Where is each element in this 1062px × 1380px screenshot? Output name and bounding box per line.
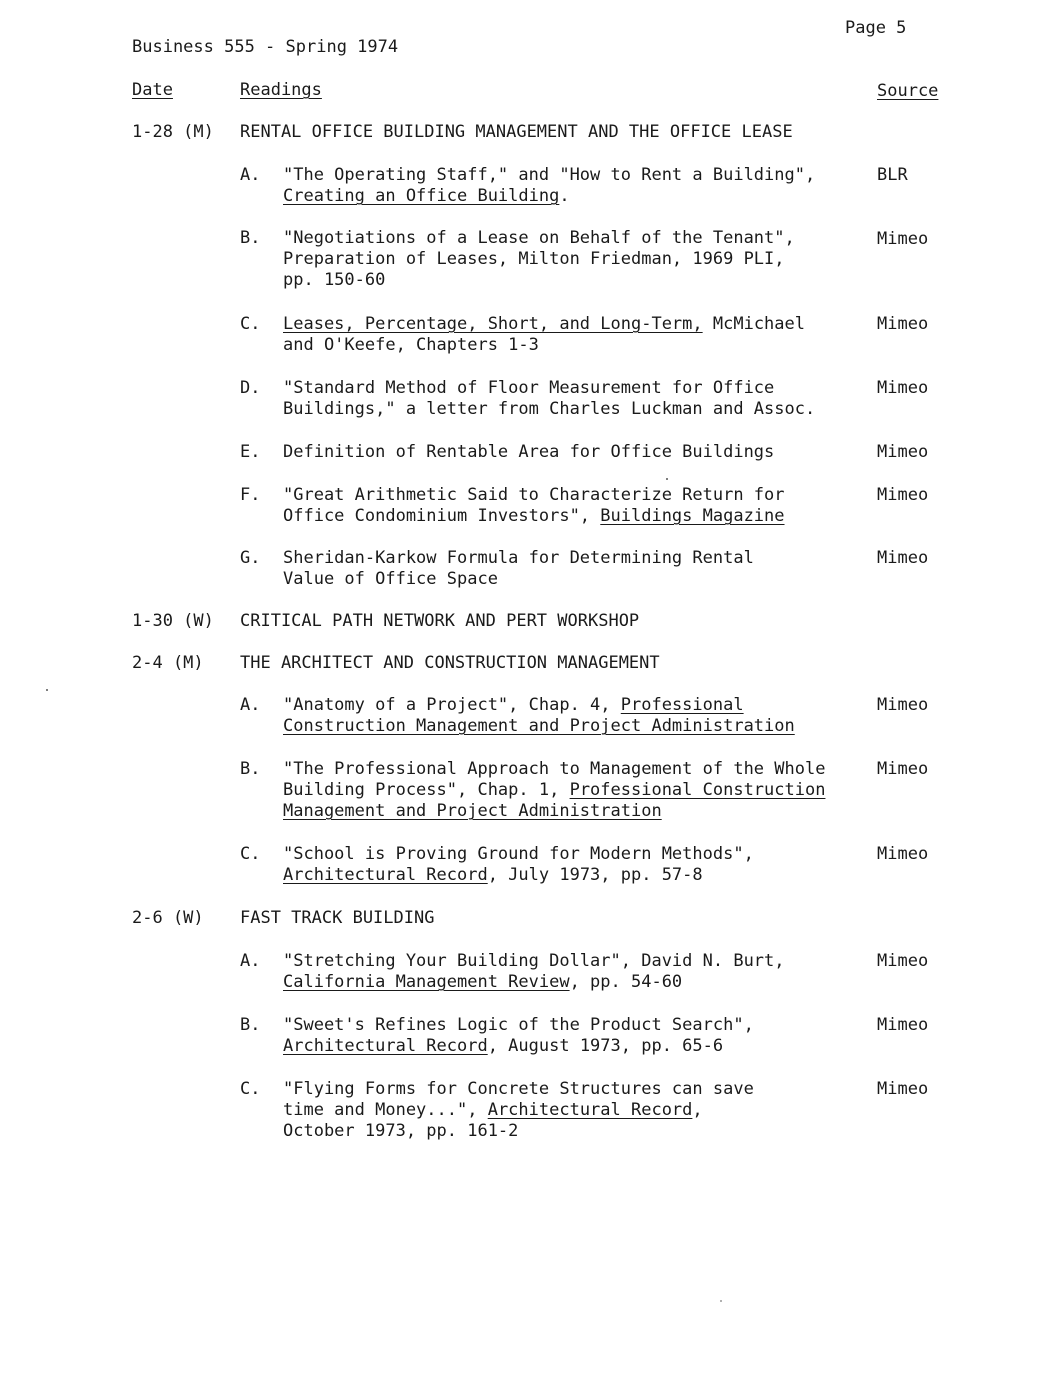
item-letter: E. [240, 442, 261, 462]
session-title: RENTAL OFFICE BUILDING MANAGEMENT AND THE OFFICE LEASE [240, 122, 793, 142]
reading-line [283, 1100, 754, 1121]
reading-line: "Flying Forms for Concrete Structures can save [283, 1079, 754, 1099]
reading-source: Mimeo [877, 229, 929, 249]
reading-entry [283, 165, 815, 207]
column-header-date: Date [132, 80, 173, 100]
reading-source: Mimeo [877, 759, 929, 779]
column-header-source: Source [877, 81, 939, 101]
reading-title: Professional Construction [569, 780, 826, 800]
reading-line: pp. 150-60 [283, 270, 386, 290]
reading-line [283, 314, 805, 335]
reading-entry [283, 228, 795, 291]
reading-text: , pp. 54-60 [569, 972, 683, 992]
item-letter: B. [240, 228, 261, 248]
reading-entry [283, 951, 785, 993]
reading-source: Mimeo [877, 951, 929, 971]
reading-source: Mimeo [877, 844, 929, 864]
reading-source: Mimeo [877, 314, 929, 334]
item-letter: D. [240, 378, 261, 398]
reading-text: Office Condominium Investors", [283, 506, 601, 526]
reading-line [283, 1036, 754, 1057]
reading-title: California Management Review [283, 972, 570, 992]
item-letter: F. [240, 485, 261, 505]
reading-line [283, 780, 825, 801]
reading-line [283, 801, 825, 822]
reading-entry [283, 548, 754, 590]
session-date: 2-6 (W) [132, 908, 204, 928]
reading-line: Sheridan-Karkow Formula for Determining Rental [283, 548, 754, 568]
session-date: 1-28 (M) [132, 122, 214, 142]
reading-title: Management and Project Administration [283, 801, 662, 821]
reading-title: Architectural Record [283, 1036, 488, 1056]
reading-entry [283, 844, 754, 886]
reading-line [283, 716, 795, 737]
reading-line [283, 506, 785, 527]
reading-line [283, 186, 815, 207]
reading-text: , [692, 1100, 703, 1120]
scan-speck [720, 1300, 722, 1302]
item-letter: B. [240, 759, 261, 779]
reading-line: "School is Proving Ground for Modern Methods", [283, 844, 754, 864]
reading-entry [283, 1015, 754, 1057]
reading-entry [283, 1079, 754, 1142]
item-letter: A. [240, 165, 261, 185]
reading-title: Professional [620, 695, 744, 715]
reading-entry [283, 695, 795, 737]
reading-text: , July 1973, pp. 57-8 [487, 865, 703, 885]
reading-text: October 1973, pp. 161-2 [283, 1121, 519, 1141]
reading-line: and O'Keefe, Chapters 1-3 [283, 335, 539, 355]
item-letter: C. [240, 314, 261, 334]
reading-line [283, 972, 785, 993]
reading-entry [283, 314, 805, 356]
reading-title: Architectural Record [283, 865, 488, 885]
session-title: CRITICAL PATH NETWORK AND PERT WORKSHOP [240, 611, 640, 631]
reading-source: Mimeo [877, 1079, 929, 1099]
reading-line: Buildings," a letter from Charles Luckman and Assoc. [283, 399, 816, 419]
reading-line [283, 695, 795, 716]
reading-entry [283, 378, 815, 420]
reading-title: Creating an Office Building [283, 186, 560, 206]
item-letter: A. [240, 695, 261, 715]
reading-line [283, 1121, 754, 1142]
reading-entry [283, 759, 825, 822]
reading-text: . [559, 186, 570, 206]
reading-source: Mimeo [877, 442, 929, 462]
item-letter: A. [240, 951, 261, 971]
session-title: THE ARCHITECT AND CONSTRUCTION MANAGEMENT [240, 653, 660, 673]
reading-text: time and Money...", [283, 1100, 488, 1120]
page-number: Page 5 [845, 18, 907, 38]
item-letter: G. [240, 548, 261, 568]
scan-speck [46, 689, 48, 691]
item-letter: B. [240, 1015, 261, 1035]
reading-line: Definition of Rentable Area for Office Buildings [283, 442, 775, 462]
item-letter: C. [240, 1079, 261, 1099]
reading-source: Mimeo [877, 485, 929, 505]
course-title: Business 555 - Spring 1974 [132, 37, 399, 57]
reading-line: "Negotiations of a Lease on Behalf of the Tenant", [283, 228, 795, 248]
reading-line [283, 865, 754, 886]
reading-line: "Sweet's Refines Logic of the Product Search", [283, 1015, 754, 1035]
reading-line: Preparation of Leases, Milton Friedman, 1969 PLI, [283, 249, 785, 269]
reading-text: McMichael [702, 314, 805, 334]
reading-line: "Standard Method of Floor Measurement for Office [283, 378, 775, 398]
reading-text: Building Process", Chap. 1, [283, 780, 570, 800]
session-date: 2-4 (M) [132, 653, 204, 673]
reading-line: "Great Arithmetic Said to Characterize Return for [283, 485, 785, 505]
reading-title: Construction Management and Project Administration [283, 716, 795, 736]
reading-title: Architectural Record [487, 1100, 693, 1120]
reading-text: "Anatomy of a Project", Chap. 4, [283, 695, 621, 715]
reading-source: Mimeo [877, 548, 929, 568]
reading-title: Leases, Percentage, Short, and Long-Term, [283, 314, 703, 334]
session-date: 1-30 (W) [132, 611, 214, 631]
reading-source: BLR [877, 165, 908, 185]
session-title: FAST TRACK BUILDING [240, 908, 435, 928]
reading-source: Mimeo [877, 378, 929, 398]
reading-line: Value of Office Space [283, 569, 498, 589]
reading-line: "The Professional Approach to Management of the Whole [283, 759, 826, 779]
reading-entry [283, 485, 785, 527]
reading-source: Mimeo [877, 1015, 929, 1035]
reading-title: Buildings Magazine [600, 506, 785, 526]
column-header-readings: Readings [240, 80, 322, 100]
reading-text: , August 1973, pp. 65-6 [487, 1036, 724, 1056]
reading-line: "Stretching Your Building Dollar", David N. Burt, [283, 951, 785, 971]
reading-source: Mimeo [877, 695, 929, 715]
reading-line: "The Operating Staff," and "How to Rent a Building", [283, 165, 816, 185]
scan-speck [666, 478, 668, 480]
item-letter: C. [240, 844, 261, 864]
